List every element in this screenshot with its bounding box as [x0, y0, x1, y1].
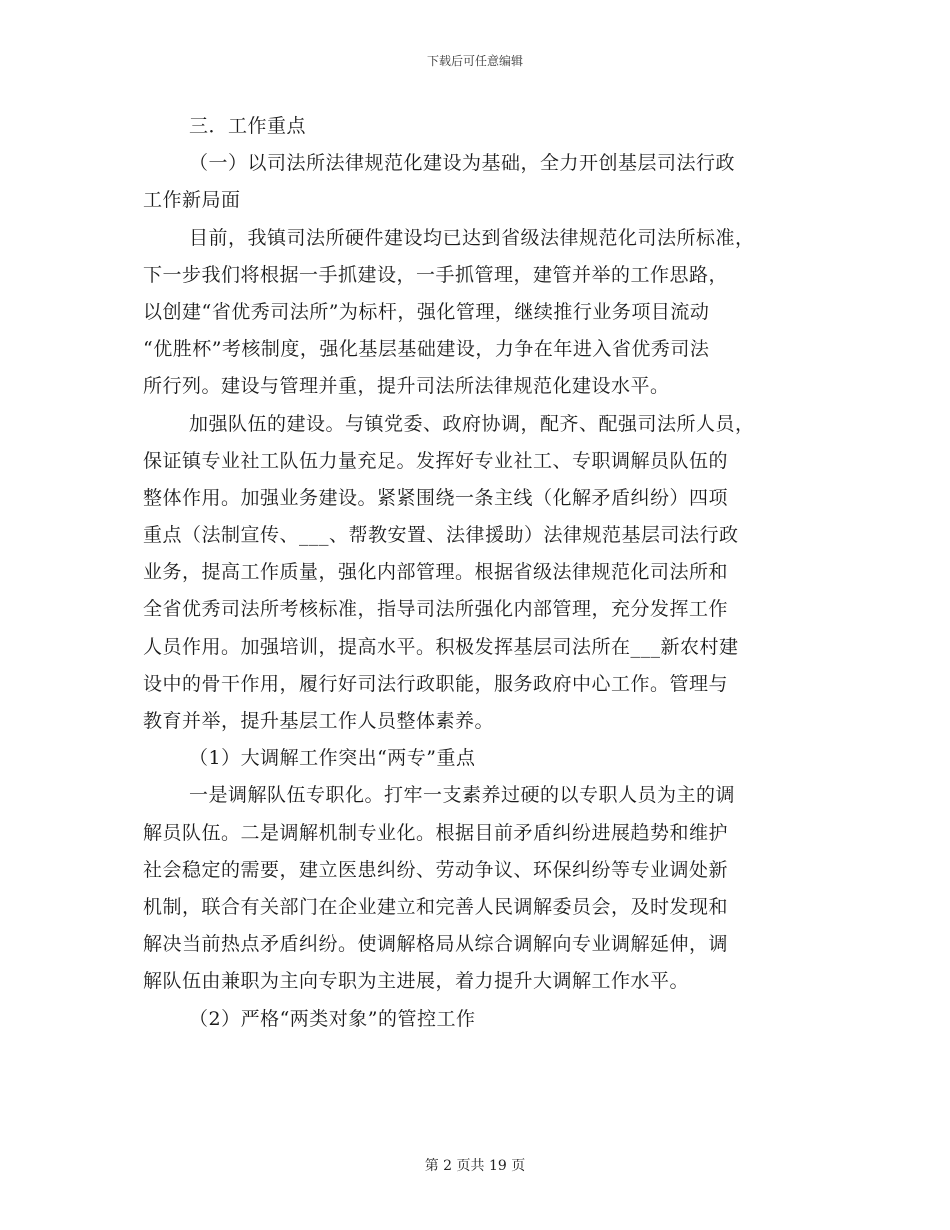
page-number: 第 2 页共 19 页	[424, 1158, 526, 1174]
paragraph-line: 设中的骨干作用，履行好司法行政职能，服务政府中心工作。管理与	[143, 672, 729, 695]
paragraph-line: 重点（法制宣传、___、帮教安置、法律援助）法律规范基层司法行政	[143, 524, 739, 547]
paragraph-line: 解决当前热点矛盾纠纷。使调解格局从综合调解向专业调解延伸，调	[143, 933, 729, 956]
subsection-heading-line: 工作新局面	[143, 189, 241, 212]
paragraph-line: 全省优秀司法所考核标准，指导司法所强化内部管理，充分发挥工作	[143, 598, 729, 621]
paragraph-line: 教育并举，提升基层工作人员整体素养。	[143, 710, 495, 732]
paragraph-line: 业务，提高工作质量，强化内部管理。根据省级法律规范化司法所和	[143, 561, 729, 584]
paragraph-line: 下一步我们将根据一手抓建设，一手抓管理，建管并举的工作思路，	[143, 263, 729, 286]
paragraph-line: 整体作用。加强业务建设。紧紧围绕一条主线（化解矛盾纠纷）四项	[143, 486, 729, 509]
paragraph-line: 机制，联合有关部门在企业建立和完善人民调解委员会，及时发现和	[143, 895, 729, 918]
document-body	[143, 108, 808, 1038]
paragraph-line: 以创建“省优秀司法所”为标杆，强化管理，继续推行业务项目流动	[143, 300, 710, 323]
paragraph-line: 一是调解队伍专职化。打牢一支素养过硬的以专职人员为主的调	[189, 784, 736, 807]
paragraph-line: 解员队伍。二是调解机制专业化。根据目前矛盾纠纷进展趋势和维护	[143, 821, 729, 844]
paragraph-line: “优胜杯”考核制度，强化基层基础建设，力争在年进入省优秀司法	[143, 338, 710, 361]
section-heading: 三．工作重点	[189, 115, 307, 137]
page-header: 下载后可任意编辑	[426, 54, 523, 68]
paragraph-line: 保证镇专业社工队伍力量充足。发挥好专业社工、专职调解员队伍的	[143, 449, 729, 472]
paragraph-line: 加强队伍的建设。与镇党委、政府协调，配齐、配强司法所人员，	[189, 412, 755, 435]
paragraph-line: 人员作用。加强培训，提高水平。积极发挥基层司法所在___新农村建	[143, 635, 739, 658]
item-heading: （1）大调解工作突出“两专”重点	[189, 747, 476, 770]
paragraph-line: 解队伍由兼职为主向专职为主进展，着力提升大调解工作水平。	[143, 970, 690, 993]
paragraph-line: 社会稳定的需要，建立医患纠纷、劳动争议、环保纠纷等专业调处新	[143, 858, 729, 881]
paragraph-line: 所行列。建设与管理并重，提升司法所法律规范化建设水平。	[143, 375, 670, 398]
paragraph-line: 目前，我镇司法所硬件建设均已达到省级法律规范化司法所标准，	[189, 226, 755, 249]
item-heading: （2）严格“两类对象”的管控工作	[189, 1007, 476, 1030]
subsection-heading-line: （一）以司法所法律规范化建设为基础，全力开创基层司法行政	[189, 152, 736, 175]
